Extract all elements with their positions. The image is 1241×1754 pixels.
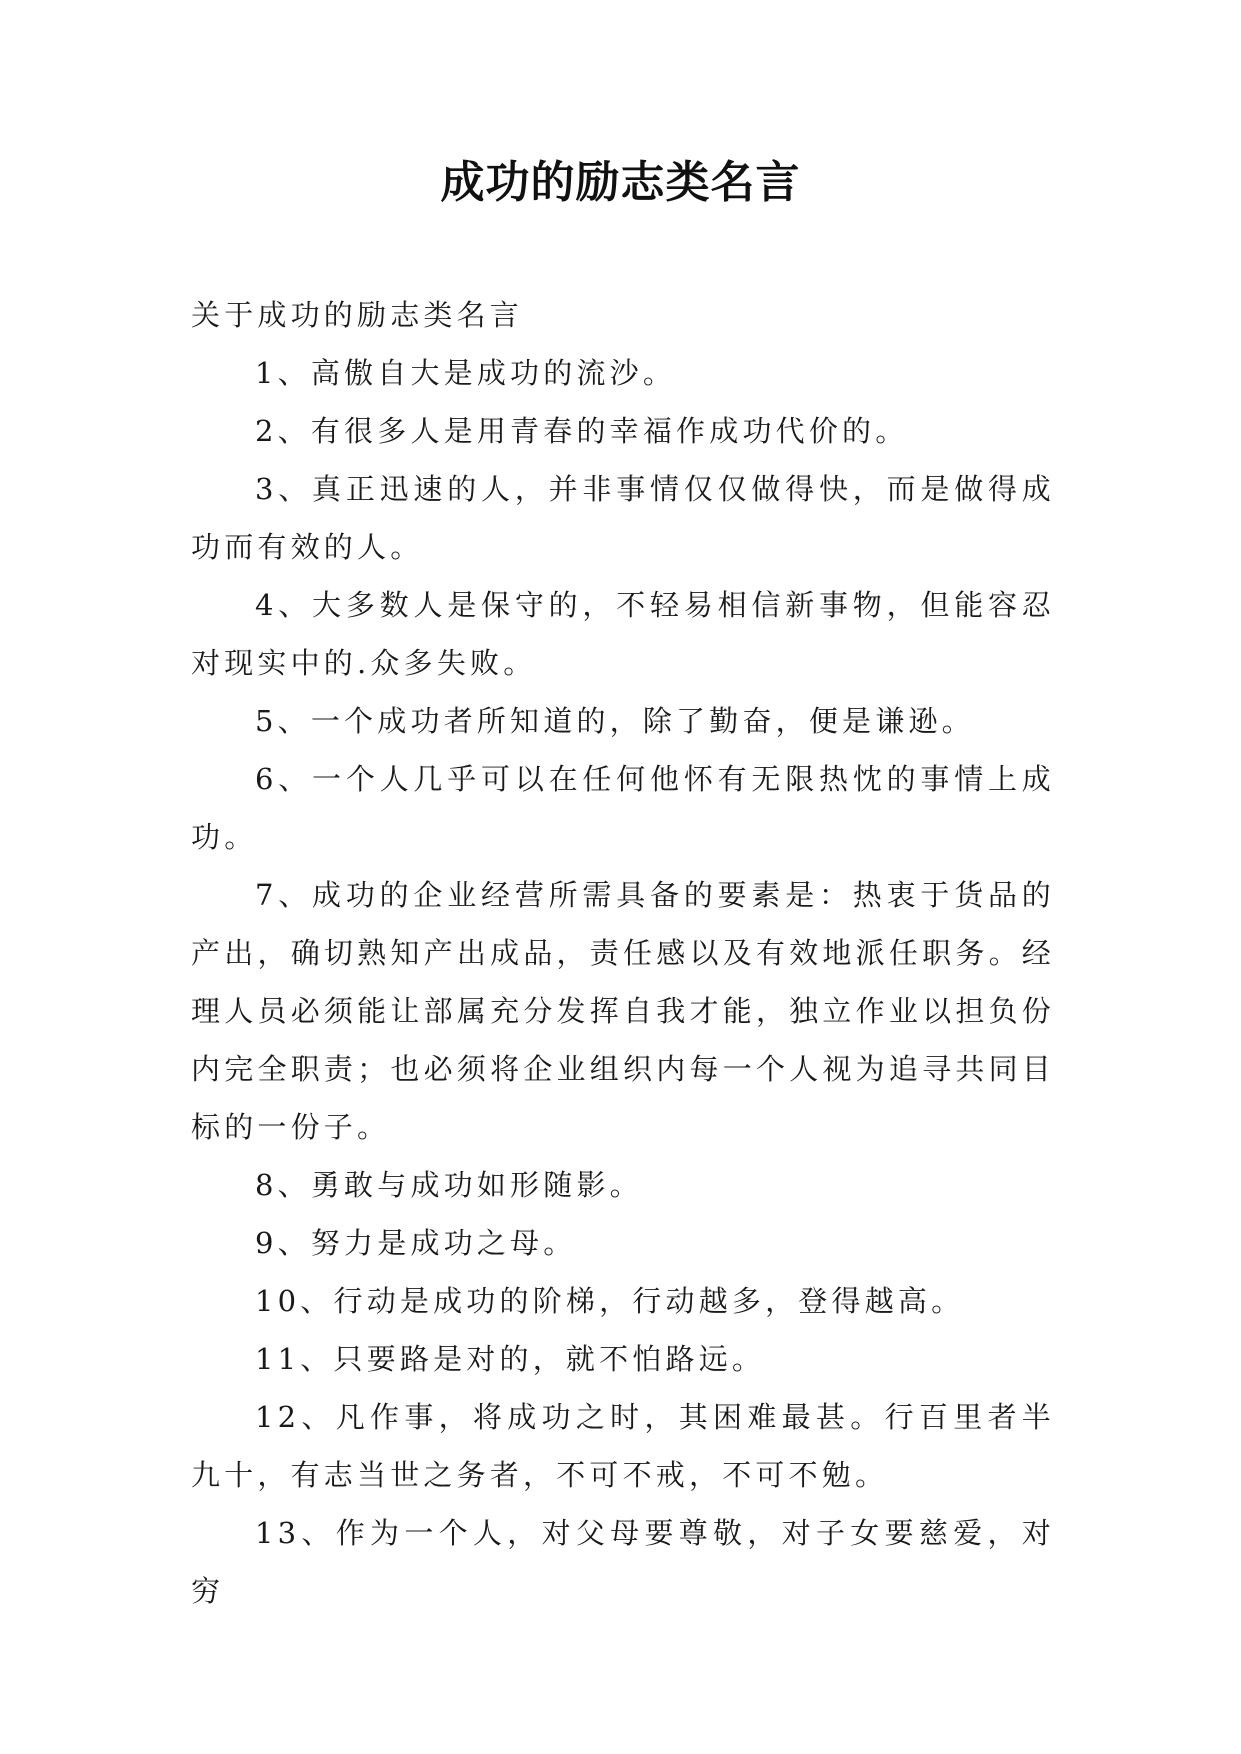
quote-item-9: 9、努力是成功之母。 bbox=[255, 1226, 577, 1260]
quote-item-7: 7、成功的企业经营所需具备的要素是：热衷于货品的产出，确切熟知产出成品，责任感以及有效地派任职务。经理人员必须能让部属充分发挥自我才能，独立作业以担负份内完全职责；也必须将企业组织内每一个人视为追寻共同目标的一份子。 bbox=[191, 878, 1055, 1144]
quote-item-12: 12、凡作事，将成功之时，其困难最甚。行百里者半九十，有志当世之务者，不可不戒，不可不勉。 bbox=[191, 1400, 1055, 1492]
intro-line: 关于成功的励志类名言 bbox=[191, 298, 524, 332]
quote-item-2: 2、有很多人是用青春的幸福作成功代价的。 bbox=[255, 414, 909, 448]
quote-item-3: 3、真正迅速的人，并非事情仅仅做得快，而是做得成功而有效的人。 bbox=[191, 472, 1055, 564]
quote-item-13: 13、作为一个人，对父母要尊敬，对子女要慈爱，对穷 bbox=[191, 1516, 1055, 1608]
quote-item-11: 11、只要路是对的，就不怕路远。 bbox=[255, 1342, 766, 1376]
quote-item-5: 5、一个成功者所知道的，除了勤奋，便是谦逊。 bbox=[255, 704, 975, 738]
quote-item-4: 4、大多数人是保守的，不轻易相信新事物，但能容忍对现实中的.众多失败。 bbox=[191, 588, 1055, 680]
document-body bbox=[191, 286, 1055, 1620]
document-title: 成功的励志类名言 bbox=[440, 157, 801, 208]
quote-item-10: 10、行动是成功的阶梯，行动越多，登得越高。 bbox=[255, 1284, 965, 1318]
quote-item-1: 1、高傲自大是成功的流沙。 bbox=[255, 356, 677, 390]
quote-item-8: 8、勇敢与成功如形随影。 bbox=[255, 1168, 643, 1202]
quote-item-6: 6、一个人几乎可以在任何他怀有无限热忱的事情上成功。 bbox=[191, 762, 1055, 854]
